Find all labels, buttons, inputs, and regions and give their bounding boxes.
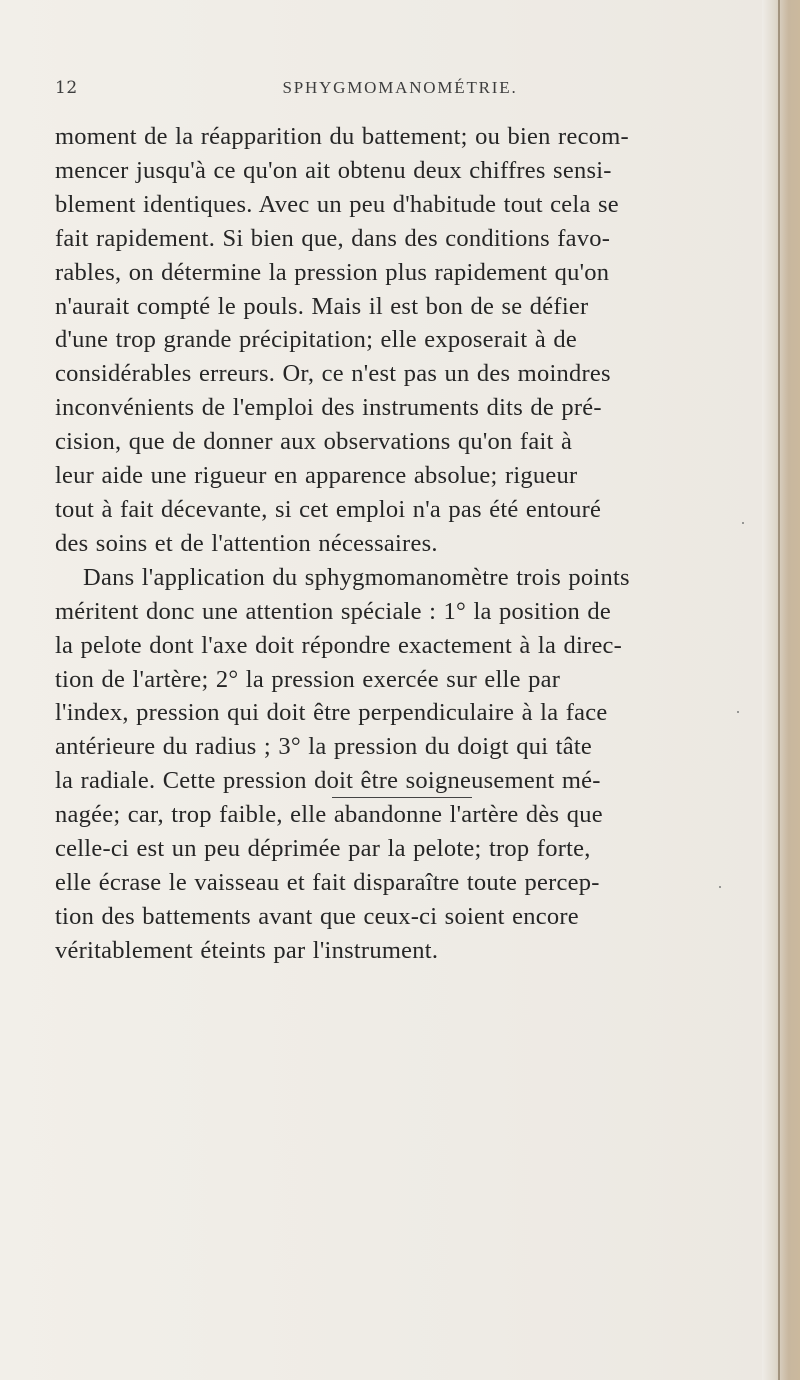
text-line: rables, on détermine la pression plus rapidement qu'on — [55, 258, 610, 286]
body-text — [55, 120, 750, 968]
ink-speck — [742, 522, 744, 524]
text-line: nagée; car, trop faible, elle abandonne l'artère dès que — [55, 801, 603, 829]
text-line: la pelote dont l'axe doit répondre exactement à la direc- — [55, 631, 623, 659]
text-line: véritablement éteints par l'instrument. — [55, 936, 439, 964]
text-line: fait rapidement. Si bien que, dans des conditions favo- — [55, 224, 611, 252]
paragraph-1 — [55, 120, 750, 561]
paragraph-2 — [55, 561, 750, 968]
page-binding-edge — [762, 0, 800, 1380]
text-line: d'une trop grande précipitation; elle exposerait à de — [55, 326, 577, 354]
text-line: la radiale. Cette pression doit être soigneusement mé- — [55, 767, 601, 795]
text-line: leur aide une rigueur en apparence absolue; rigueur — [55, 462, 578, 490]
text-line: elle écrase le vaisseau et fait disparaître toute percep- — [55, 868, 600, 896]
text-line: celle-ci est un peu déprimée par la pelote; trop forte, — [55, 835, 591, 863]
page-number: 12 — [55, 78, 78, 98]
text-line: cision, que de donner aux observations qu'on fait à — [55, 428, 573, 456]
text-line: des soins et de l'attention nécessaires. — [55, 529, 438, 557]
running-title: SPHYGMOMANOMÉTRIE. — [282, 78, 518, 97]
text-line: moment de la réapparition du battement; ou bien recom- — [55, 123, 629, 150]
text-line: tion de l'artère; 2° la pression exercée sur elle par — [55, 665, 561, 693]
text-line: mencer jusqu'à ce qu'on ait obtenu deux chiffres sensi- — [55, 156, 612, 184]
text-line: inconvénients de l'emploi des instruments dits de pré- — [55, 394, 602, 422]
text-line: méritent donc une attention spéciale : 1° la position de — [55, 597, 611, 625]
text-line: blement identiques. Avec un peu d'habitude tout cela se — [55, 190, 619, 218]
section-rule — [332, 797, 472, 798]
text-line: antérieure du radius ; 3° la pression du doigt qui tâte — [55, 733, 593, 761]
text-line: l'index, pression qui doit être perpendiculaire à la face — [55, 699, 608, 727]
text-line: tion des battements avant que ceux-ci soient encore — [55, 902, 579, 930]
text-line-indented: Dans l'application du sphygmomanomètre trois points — [83, 563, 630, 591]
ink-speck — [737, 711, 739, 713]
text-line: tout à fait décevante, si cet emploi n'a pas été entouré — [55, 495, 602, 523]
running-header — [0, 78, 800, 108]
ink-speck — [719, 886, 721, 888]
text-line: n'aurait compté le pouls. Mais il est bon de se défier — [55, 292, 589, 320]
text-line: considérables erreurs. Or, ce n'est pas un des moindres — [55, 360, 611, 388]
